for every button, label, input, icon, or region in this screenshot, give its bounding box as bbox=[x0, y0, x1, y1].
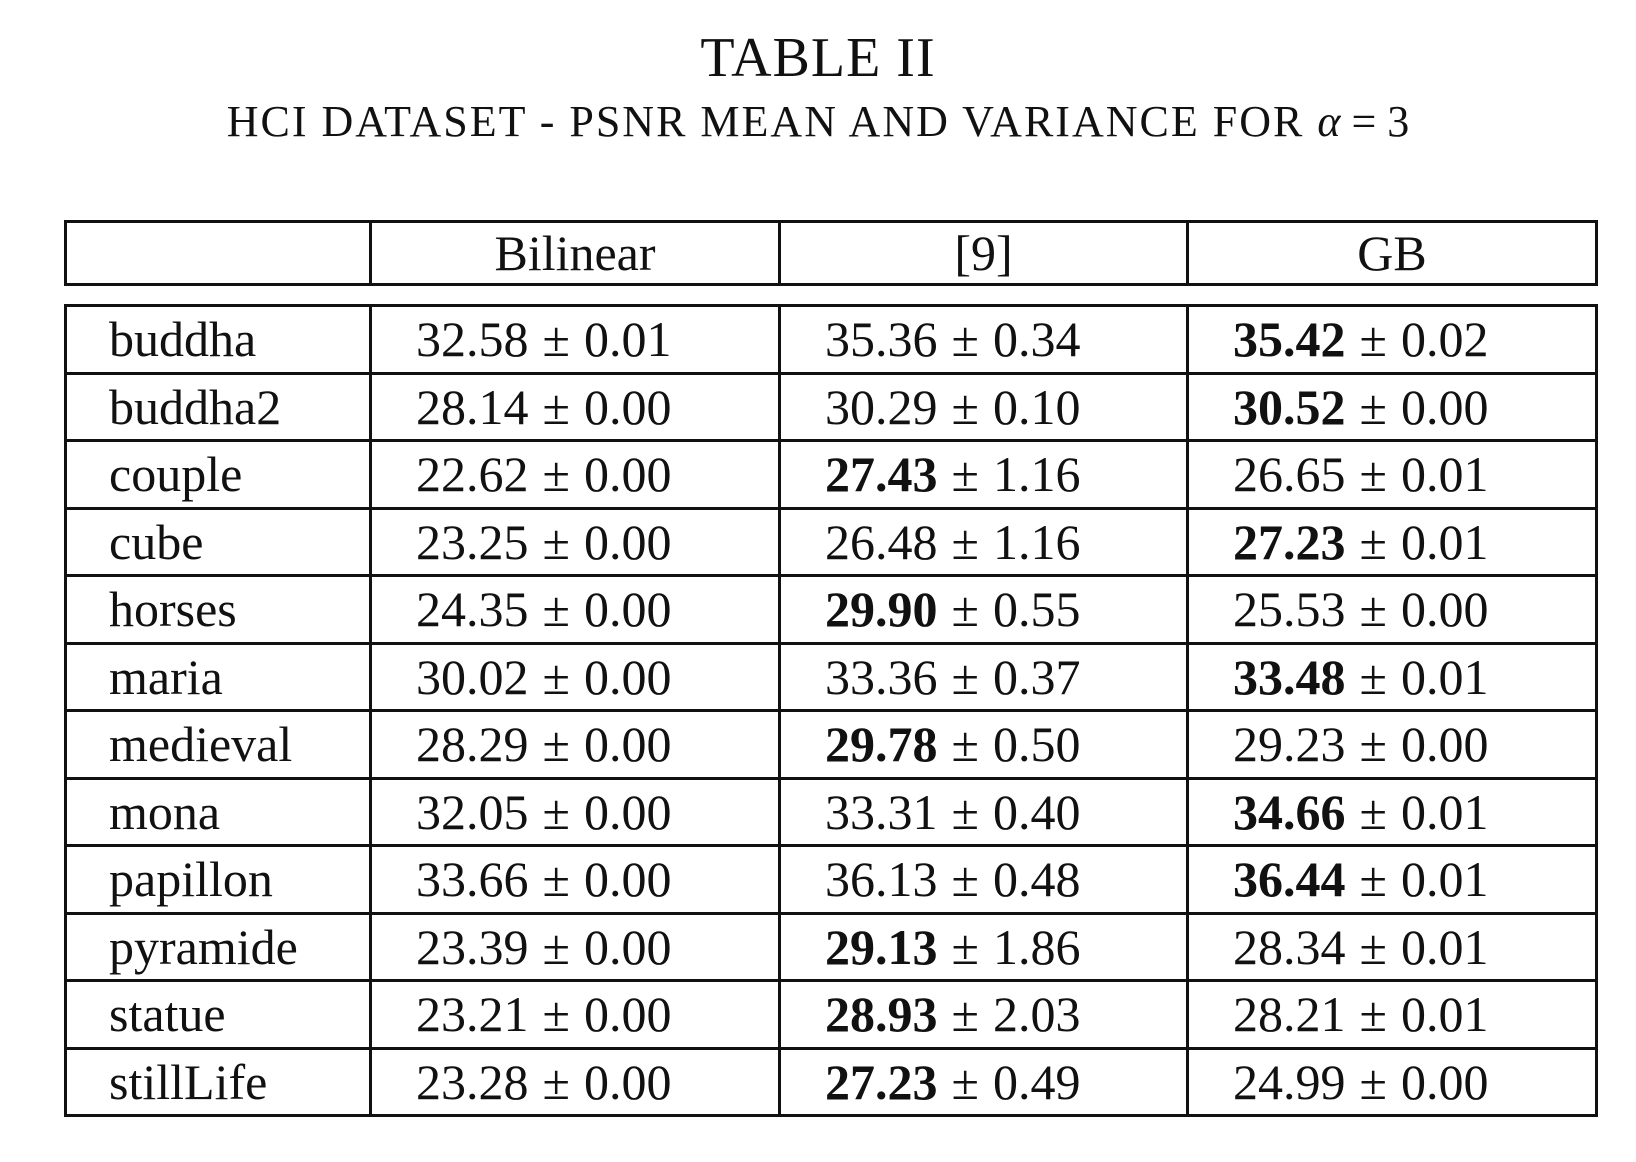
row-name: medieval bbox=[67, 712, 372, 777]
variance-value: 0.01 bbox=[1400, 986, 1489, 1043]
variance-value: 0.00 bbox=[1400, 716, 1489, 773]
variance-value: 0.37 bbox=[992, 648, 1081, 705]
plus-minus-symbol: ± bbox=[951, 648, 979, 705]
table-title: TABLE II bbox=[700, 27, 936, 89]
value-cell bbox=[372, 645, 781, 710]
mean-value: 35.36 bbox=[825, 311, 938, 368]
row-name: maria bbox=[67, 645, 372, 710]
value-cell bbox=[372, 712, 781, 777]
table-row bbox=[67, 442, 1595, 510]
plus-minus-symbol: ± bbox=[951, 783, 979, 840]
value-cell bbox=[372, 780, 781, 845]
mean-value: 36.44 bbox=[1233, 851, 1346, 908]
variance-value: 0.00 bbox=[1400, 1053, 1489, 1110]
variance-value: 0.01 bbox=[1400, 851, 1489, 908]
table-row bbox=[67, 915, 1595, 983]
variance-value: 0.01 bbox=[1400, 446, 1489, 503]
plus-minus-symbol: ± bbox=[542, 581, 570, 638]
variance-value: 0.00 bbox=[583, 716, 672, 773]
mean-value: 23.21 bbox=[416, 986, 529, 1043]
plus-minus-symbol: ± bbox=[542, 1053, 570, 1110]
mean-value: 24.99 bbox=[1233, 1053, 1346, 1110]
variance-value: 2.03 bbox=[992, 986, 1081, 1043]
mean-value: 33.66 bbox=[416, 851, 529, 908]
mean-value: 28.14 bbox=[416, 378, 529, 435]
plus-minus-symbol: ± bbox=[951, 378, 979, 435]
plus-minus-symbol: ± bbox=[542, 311, 570, 368]
mean-value: 28.34 bbox=[1233, 918, 1346, 975]
mean-value: 36.13 bbox=[825, 851, 938, 908]
mean-value: 23.28 bbox=[416, 1053, 529, 1110]
mean-value: 22.62 bbox=[416, 446, 529, 503]
plus-minus-symbol: ± bbox=[542, 918, 570, 975]
plus-minus-symbol: ± bbox=[951, 716, 979, 773]
plus-minus-symbol: ± bbox=[951, 851, 979, 908]
value-cell bbox=[781, 645, 1189, 710]
plus-minus-symbol: ± bbox=[951, 918, 979, 975]
mean-value: 23.39 bbox=[416, 918, 529, 975]
value-cell bbox=[372, 375, 781, 440]
header-cell-bilinear: Bilinear bbox=[372, 223, 781, 283]
variance-value: 0.02 bbox=[1400, 311, 1489, 368]
plus-minus-symbol: ± bbox=[951, 1053, 979, 1110]
plus-minus-symbol: ± bbox=[951, 311, 979, 368]
table-body bbox=[64, 304, 1598, 1117]
table-row bbox=[67, 510, 1595, 578]
value-cell bbox=[372, 982, 781, 1047]
variance-value: 0.00 bbox=[583, 648, 672, 705]
value-cell bbox=[781, 375, 1189, 440]
mean-value: 27.23 bbox=[825, 1053, 938, 1110]
table-header bbox=[64, 220, 1598, 286]
plus-minus-symbol: ± bbox=[1359, 378, 1387, 435]
variance-value: 0.00 bbox=[583, 1053, 672, 1110]
row-name: couple bbox=[67, 442, 372, 507]
value-cell bbox=[372, 307, 781, 372]
plus-minus-symbol: ± bbox=[1359, 513, 1387, 570]
variance-value: 0.00 bbox=[583, 918, 672, 975]
variance-value: 0.40 bbox=[992, 783, 1081, 840]
value-cell bbox=[781, 442, 1189, 507]
variance-value: 0.00 bbox=[583, 378, 672, 435]
variance-value: 0.10 bbox=[992, 378, 1081, 435]
variance-value: 0.34 bbox=[992, 311, 1081, 368]
value-cell bbox=[372, 915, 781, 980]
variance-value: 0.00 bbox=[583, 446, 672, 503]
plus-minus-symbol: ± bbox=[951, 513, 979, 570]
row-name: mona bbox=[67, 780, 372, 845]
mean-value: 26.48 bbox=[825, 513, 938, 570]
variance-value: 1.16 bbox=[992, 446, 1081, 503]
table-row bbox=[67, 577, 1595, 645]
mean-value: 28.21 bbox=[1233, 986, 1346, 1043]
plus-minus-symbol: ± bbox=[542, 378, 570, 435]
variance-value: 0.00 bbox=[583, 581, 672, 638]
value-cell bbox=[372, 442, 781, 507]
table-row bbox=[67, 982, 1595, 1050]
value-cell bbox=[1189, 577, 1595, 642]
plus-minus-symbol: ± bbox=[542, 851, 570, 908]
mean-value: 29.23 bbox=[1233, 716, 1346, 773]
plus-minus-symbol: ± bbox=[951, 986, 979, 1043]
variance-value: 0.00 bbox=[1400, 378, 1489, 435]
variance-value: 0.00 bbox=[1400, 581, 1489, 638]
plus-minus-symbol: ± bbox=[542, 513, 570, 570]
variance-value: 1.16 bbox=[992, 513, 1081, 570]
row-name: stillLife bbox=[67, 1050, 372, 1115]
mean-value: 32.05 bbox=[416, 783, 529, 840]
header-cell-gb: GB bbox=[1357, 225, 1427, 281]
plus-minus-symbol: ± bbox=[1359, 311, 1387, 368]
value-cell bbox=[1189, 982, 1595, 1047]
mean-value: 29.13 bbox=[825, 918, 938, 975]
caption-variable: α bbox=[1317, 97, 1341, 146]
value-cell bbox=[1189, 442, 1595, 507]
value-cell bbox=[1189, 780, 1595, 845]
row-name: papillon bbox=[67, 847, 372, 912]
mean-value: 34.66 bbox=[1233, 783, 1346, 840]
mean-value: 30.52 bbox=[1233, 378, 1346, 435]
plus-minus-symbol: ± bbox=[951, 581, 979, 638]
variance-value: 0.01 bbox=[1400, 783, 1489, 840]
variance-value: 0.01 bbox=[1400, 648, 1489, 705]
plus-minus-symbol: ± bbox=[1359, 1053, 1387, 1110]
row-name: pyramide bbox=[67, 915, 372, 980]
plus-minus-symbol: ± bbox=[542, 716, 570, 773]
mean-value: 30.02 bbox=[416, 648, 529, 705]
variance-value: 1.86 bbox=[992, 918, 1081, 975]
mean-value: 33.48 bbox=[1233, 648, 1346, 705]
plus-minus-symbol: ± bbox=[951, 446, 979, 503]
table-caption bbox=[0, 96, 1636, 147]
table-row bbox=[67, 780, 1595, 848]
plus-minus-symbol: ± bbox=[1359, 986, 1387, 1043]
mean-value: 27.23 bbox=[1233, 513, 1346, 570]
variance-value: 0.48 bbox=[992, 851, 1081, 908]
mean-value: 29.90 bbox=[825, 581, 938, 638]
plus-minus-symbol: ± bbox=[1359, 918, 1387, 975]
value-cell bbox=[1189, 510, 1595, 575]
mean-value: 33.31 bbox=[825, 783, 938, 840]
table-row bbox=[67, 307, 1595, 375]
value-cell bbox=[1189, 915, 1595, 980]
value-cell bbox=[1189, 1050, 1595, 1115]
value-cell bbox=[372, 1050, 781, 1115]
mean-value: 28.29 bbox=[416, 716, 529, 773]
plus-minus-symbol: ± bbox=[1359, 851, 1387, 908]
value-cell bbox=[1189, 645, 1595, 710]
variance-value: 0.49 bbox=[992, 1053, 1081, 1110]
plus-minus-symbol: ± bbox=[542, 783, 570, 840]
mean-value: 27.43 bbox=[825, 446, 938, 503]
mean-value: 29.78 bbox=[825, 716, 938, 773]
variance-value: 0.01 bbox=[1400, 918, 1489, 975]
value-cell bbox=[1189, 375, 1595, 440]
row-name: buddha2 bbox=[67, 375, 372, 440]
value-cell bbox=[372, 847, 781, 912]
value-cell bbox=[1189, 847, 1595, 912]
table-row bbox=[67, 375, 1595, 443]
mean-value: 25.53 bbox=[1233, 581, 1346, 638]
value-cell bbox=[781, 982, 1189, 1047]
table-row bbox=[67, 1050, 1595, 1115]
plus-minus-symbol: ± bbox=[1359, 716, 1387, 773]
value-cell bbox=[781, 780, 1189, 845]
header-cell-empty bbox=[67, 223, 372, 283]
plus-minus-symbol: ± bbox=[1359, 581, 1387, 638]
variance-value: 0.01 bbox=[1400, 513, 1489, 570]
variance-value: 0.00 bbox=[583, 986, 672, 1043]
table-row bbox=[67, 712, 1595, 780]
row-name: horses bbox=[67, 577, 372, 642]
mean-value: 32.58 bbox=[416, 311, 529, 368]
mean-value: 28.93 bbox=[825, 986, 938, 1043]
plus-minus-symbol: ± bbox=[542, 446, 570, 503]
row-name: cube bbox=[67, 510, 372, 575]
variance-value: 0.00 bbox=[583, 783, 672, 840]
value-cell bbox=[781, 1050, 1189, 1115]
plus-minus-symbol: ± bbox=[542, 648, 570, 705]
header-cell-ref9: [9] bbox=[781, 223, 1189, 283]
value-cell bbox=[372, 510, 781, 575]
mean-value: 35.42 bbox=[1233, 311, 1346, 368]
plus-minus-symbol: ± bbox=[1359, 783, 1387, 840]
mean-value: 26.65 bbox=[1233, 446, 1346, 503]
table-row bbox=[67, 645, 1595, 713]
caption-text: HCI DATASET - PSNR MEAN AND VARIANCE FOR bbox=[226, 97, 1318, 146]
value-cell bbox=[781, 847, 1189, 912]
variance-value: 0.50 bbox=[992, 716, 1081, 773]
variance-value: 0.01 bbox=[583, 311, 672, 368]
plus-minus-symbol: ± bbox=[1359, 648, 1387, 705]
plus-minus-symbol: ± bbox=[1359, 446, 1387, 503]
mean-value: 24.35 bbox=[416, 581, 529, 638]
value-cell bbox=[781, 577, 1189, 642]
plus-minus-symbol: ± bbox=[542, 986, 570, 1043]
variance-value: 0.00 bbox=[583, 513, 672, 570]
row-name: statue bbox=[67, 982, 372, 1047]
value-cell bbox=[781, 712, 1189, 777]
variance-value: 0.55 bbox=[992, 581, 1081, 638]
table-row bbox=[67, 847, 1595, 915]
value-cell bbox=[781, 915, 1189, 980]
value-cell bbox=[372, 577, 781, 642]
mean-value: 33.36 bbox=[825, 648, 938, 705]
caption-equation: = 3 bbox=[1340, 97, 1410, 146]
value-cell bbox=[781, 510, 1189, 575]
value-cell bbox=[1189, 712, 1595, 777]
mean-value: 23.25 bbox=[416, 513, 529, 570]
value-cell bbox=[1189, 307, 1595, 372]
value-cell bbox=[781, 307, 1189, 372]
row-name: buddha bbox=[67, 307, 372, 372]
mean-value: 30.29 bbox=[825, 378, 938, 435]
variance-value: 0.00 bbox=[583, 851, 672, 908]
